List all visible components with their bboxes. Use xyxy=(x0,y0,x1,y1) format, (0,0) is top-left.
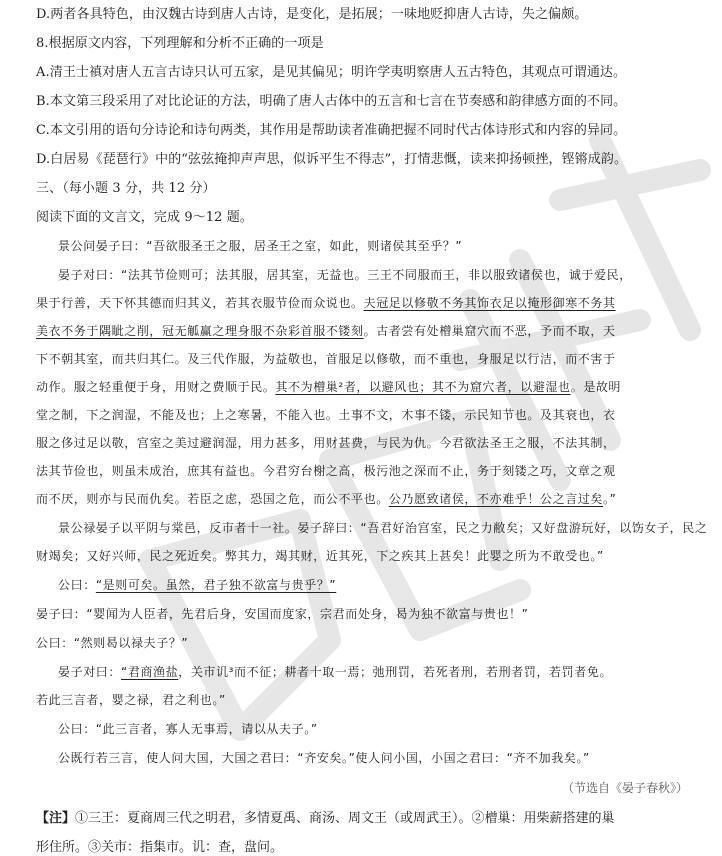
footnote-line xyxy=(36,810,708,827)
text-run: 下不朝其室，而共归其仁。及三代作服，为益敬也，首服足以修敬，而不重也，身服足以行洁，而不害于 xyxy=(36,352,616,366)
text-run: 晏子对曰：“法其节俭则可；法其服，居其室，无益也。三王不同服而王，非以服致诸侯也，诚于爱民， xyxy=(58,268,632,282)
text-run: 服之侈过足以敬，宫室之美过避润湿，用力甚多，用财甚费，与民为仇。今君欲法圣王之服，不法其制， xyxy=(36,436,616,450)
passage-line: 公既行若三言，使人问大国，大国之君曰：“齐安矣。”使人问小国，小国之君曰：“齐不加我矣。” xyxy=(58,751,590,765)
q8-option-c: C.本文引用的语句分诗论和诗句两类，其作用是帮助读者准确把握不同时代古体诗形式和内容的异同。 xyxy=(36,123,627,138)
passage-line xyxy=(36,323,708,340)
passage-source: （节选自《晏子春秋》） xyxy=(561,781,688,795)
text-run: 公曰： xyxy=(58,578,96,592)
passage-line xyxy=(36,295,708,312)
q7-option-d: D.两者各具特色，由汉魏古诗到唐人古诗，是变化，是拓展；一味地贬抑唐人古诗，失之偏颇。 xyxy=(36,7,588,22)
underlined-sentence: 夫冠足以修敬不务其饰衣足以掩形御寒不务其 xyxy=(363,296,616,310)
text-run: 若此三言者， xyxy=(36,693,112,707)
passage-paragraph-5 xyxy=(36,606,708,623)
passage-paragraph-3 xyxy=(36,520,708,565)
passage-paragraph-8 xyxy=(36,721,708,738)
text-run: 果于行善，天下怀其德而归其义，若其衣服节俭而众说也。 xyxy=(36,296,364,310)
text-run: 晏子对曰： xyxy=(58,665,122,679)
q8-stem: 8.根据原文内容，下列理解和分析不正确的一项是 xyxy=(36,36,324,51)
text-run: 。古者尝有处橧巢窟穴而不恶，予而不取，天 xyxy=(363,324,616,338)
footnote xyxy=(36,810,708,856)
text-run: 堂之制，下之润湿，不能及也；上之寒暑，不能入也。土事不文，木事不镂，示民知节也。及其衰也，衣 xyxy=(36,408,616,422)
passage-line xyxy=(36,379,708,396)
passage-paragraph-1 xyxy=(36,238,708,255)
passage-line: 财竭矣；又好兴师，民之死近矣。弊其力，竭其财，近其死，下之疾其上甚矣！此婴之所为不敢受也。” xyxy=(36,549,604,563)
passage-line xyxy=(36,491,708,508)
passage-line: 晏子曰：“婴闻为人臣者，先君后身，安国而度家，宗君而处身，曷为独不欲富与贵也！” xyxy=(36,607,529,621)
text-run: 动作。服之轻重便于身，用财之费顺于民。 xyxy=(36,380,276,394)
underlined-sentence: “君商渔盐 xyxy=(121,665,179,679)
text-run: ，关市讥³而不征；耕者十取一焉；弛刑罚，若死者刑，若刑者罚，若罚者免。 xyxy=(178,665,613,679)
footnote-line: 形住所。③关市：指集市。讥：查，盘问。 xyxy=(36,840,284,855)
section-instruction: 阅读下面的文言文，完成 9～12 题。 xyxy=(36,210,253,225)
footnote-text: ①三王：夏商周三代之明君，多情夏禹、商汤、周文王（或周武王）。②橧巢：用柴薪搭建的巢 xyxy=(75,811,615,826)
underlined-sentence: “是则可矣。虽然，君子独不欲富与贵乎？” xyxy=(95,578,337,592)
underlined-sentence: 公乃愿致诸侯，不亦难乎！公之言过矣 xyxy=(388,492,604,506)
passage-line: 公曰：“然则曷以禄夫子？” xyxy=(36,636,189,650)
text-run: 而不厌，则亦与民而仇矣。若臣之虑，恐国之危，而公不平也。 xyxy=(36,492,389,506)
passage-line xyxy=(36,463,708,480)
passage-line: 景公问晏子曰：“吾欲服圣王之服，居圣王之室，如此，则诸侯其至乎？” xyxy=(58,239,463,253)
section-heading: 三、（每小题 3 分，共 12 分） xyxy=(36,181,216,196)
passage-paragraph-4 xyxy=(36,577,708,594)
passage-line: 景公禄晏子以平阴与棠邑，反市者十一社。晏子辞曰：“吾君好治宫室，民之力敝矣；又好盘游玩好，以饬女子，民之 xyxy=(58,521,708,535)
passage-paragraph-2 xyxy=(36,267,708,508)
footnote-label: 【注】 xyxy=(36,811,76,826)
q8-option-a: A.清王士禛对唐人五言古诗只认可五家，是见其偏见；明许学夷明察唐人五古特色，其观点可谓通达。 xyxy=(36,65,627,80)
classical-passage xyxy=(36,238,708,767)
underlined-sentence: 美衣不务于隅眦之削，冠无觚赢之理身服不杂彩首服不镂刻 xyxy=(36,324,364,338)
text-run: 法其节俭也，则虽未成治，庶其有益也。今君穷台榭之高，极污池之深而不止，务于刻镂之巧，文章之观 xyxy=(36,464,616,478)
q8-option-b: B.本文第三段采用了对比论证的方法，明确了唐人古体中的五言和七言在节奏感和韵律感方面的不同。 xyxy=(36,94,627,109)
passage-paragraph-6 xyxy=(36,635,708,652)
passage-line xyxy=(36,664,708,681)
passage-line xyxy=(36,407,708,424)
text-run: 婴之禄，君之利也。” xyxy=(111,693,226,707)
passage-paragraph-9 xyxy=(36,750,708,767)
passage-line xyxy=(36,692,708,709)
text-run: 。是故明 xyxy=(570,380,622,394)
q8-option-d: D.白居易《琵琶行》中的“弦弦掩抑声声思，似诉平生不得志”，打情悲慨，读来抑扬顿挫，铿锵成韵。 xyxy=(36,152,628,167)
underlined-sentence: 其不为橧巢²者，以避风也；其不为窟穴者，以避湿也 xyxy=(275,380,571,394)
passage-line xyxy=(36,351,708,368)
passage-line: 公曰：“此三言者，寡人无事焉，请以从夫子。” xyxy=(58,722,318,736)
passage-line xyxy=(36,267,708,284)
passage-line xyxy=(58,577,708,594)
passage-paragraph-7 xyxy=(36,664,708,709)
passage-line xyxy=(36,435,708,452)
text-run: 。” xyxy=(603,492,617,506)
